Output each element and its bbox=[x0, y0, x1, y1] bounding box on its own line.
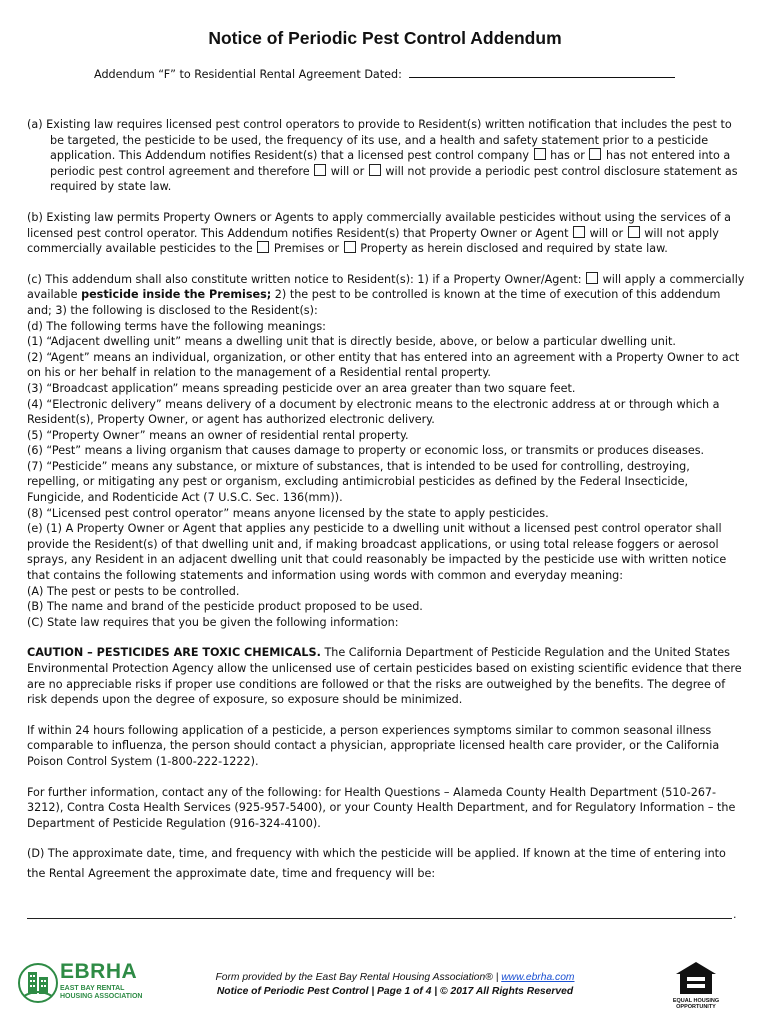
will-not-label-b: will not apply commercially available pesticides to the bbox=[27, 226, 719, 256]
symptoms-paragraph: If within 24 hours following application of a pesticide, a person experiences symptoms similar to common seasonal illness comparable to influenza, the person should contact a physician, appropriate licensed health care provider, or the California Poison Control System (1-800-222-1222). bbox=[27, 723, 720, 768]
para-b-text: (b) Existing law permits Property Owners or Agents to apply commercially available pesticides without using the services of a licensed pest control operator. This Addendum notifies Resident(s) that Property Owner or Agent bbox=[27, 210, 732, 240]
ebrha-logo bbox=[18, 960, 158, 1006]
definition-item: (5) “Property Owner” means an owner of residential rental property. bbox=[27, 428, 409, 442]
document-body bbox=[27, 117, 745, 882]
frequency-input-line[interactable] bbox=[27, 918, 732, 919]
will-label-b: will or bbox=[589, 226, 624, 240]
premises-checkbox[interactable] bbox=[257, 241, 269, 253]
footer-line-2: Notice of Periodic Pest Control | Page 1 of 4 | © 2017 All Rights Reserved bbox=[216, 986, 574, 997]
equal-housing-icon bbox=[672, 960, 720, 998]
ebrha-link[interactable]: www.ebrha.com bbox=[501, 972, 575, 983]
para-c-text-3: 2) the pest to be controlled is known at the time of execution of this addendum and; 3) the following is disclosed to the Resident(s): bbox=[27, 288, 721, 317]
definition-item: (6) “Pest” means a living organism that causes damage to property or economic loss, or transmits or produces diseases. bbox=[27, 444, 705, 458]
property-label: Property as herein disclosed and required by state law. bbox=[360, 242, 668, 256]
eho-line-2: OPPORTUNITY bbox=[676, 1004, 716, 1010]
footer-credit: Form provided by the East Bay Rental Housing Association® | bbox=[215, 972, 499, 983]
definition-item: (d) The following terms have the following meanings: bbox=[27, 319, 326, 333]
paragraph-b bbox=[27, 210, 745, 257]
definition-item: (1) “Adjacent dwelling unit” means a dwelling unit that is directly beside, above, or below a particular dwelling unit. bbox=[27, 335, 676, 349]
ebrha-building-icon bbox=[18, 960, 58, 1006]
logo-sub-1: EAST BAY RENTAL bbox=[60, 985, 125, 992]
definition-item: (7) “Pesticide” means any substance, or mixture of substances, that is intended to be used for controlling, destroying, repelling, or mitigating any pest or organism, excluding antimicrobial pesticides as defined by the Federal Insecticide, Fungicide, and Rodenticide Act (7 U.S.C. Sec. 136(mm)). bbox=[27, 459, 690, 505]
caution-text: The California Department of Pesticide Regulation and the United States Environmental Protection Agency allow the unlicensed use of certain pesticides based on existing scientific evidence that there are no appreciable risks if proper use conditions are followed or that the risks are outweighed by the benefits. The degree of risk depends upon the degree of exposure, so exposure should be minimized. bbox=[27, 646, 742, 707]
line-period: . bbox=[733, 908, 737, 921]
will-not-checkbox-b[interactable] bbox=[628, 226, 640, 238]
page-title: Notice of Periodic Pest Control Addendum bbox=[208, 28, 562, 48]
paragraph-c bbox=[27, 272, 745, 319]
will-apply-checkbox[interactable] bbox=[586, 272, 598, 284]
para-a-text: (a) Existing law requires licensed pest control operators to provide to Resident(s) written notification that includes the pest to be targeted, the pesticide to be used, the frequency of its use, and a health and safety statement prior to a pesticide application. This Addendum notifies Resident(s) that a licensed pest control company bbox=[27, 118, 732, 163]
footer-line-1 bbox=[150, 971, 640, 985]
addendum-dated-line bbox=[94, 66, 675, 81]
has-checkbox[interactable] bbox=[534, 148, 546, 160]
will-not-label-a: will not provide a periodic pest control disclosure statement as required by state law. bbox=[50, 164, 738, 194]
definition-item: (3) “Broadcast application” means spreading pesticide over an area greater than two square feet. bbox=[27, 381, 576, 395]
page-footer bbox=[150, 971, 640, 999]
has-not-checkbox[interactable] bbox=[589, 148, 601, 160]
para-c-bold: pesticide inside the Premises; bbox=[81, 288, 272, 302]
definition-item: (C) State law requires that you be given the following information: bbox=[27, 615, 399, 629]
definition-item: (2) “Agent” means an individual, organization, or other entity that has entered into an agreement with a Property Owner to act on his or her behalf in relation to the management of a Residential rental property. bbox=[27, 350, 740, 380]
para-c-text: (c) This addendum shall also constitute written notice to Resident(s): 1) if a Property Owner/Agent: bbox=[27, 272, 582, 286]
definition-item: (A) The pest or pests to be controlled. bbox=[27, 584, 240, 598]
logo-name: EBRHA bbox=[60, 960, 138, 983]
definition-item: (8) “Licensed pest control operator” means anyone licensed by the state to apply pesticides. bbox=[27, 506, 549, 520]
will-not-checkbox-a[interactable] bbox=[369, 164, 381, 176]
will-label-a: will or bbox=[330, 164, 365, 178]
has-not-label: has not entered into a periodic pest control agreement and therefore bbox=[50, 149, 731, 178]
paragraph-D: (D) The approximate date, time, and frequency with which the pesticide will be applied. If known at the time of entering into bbox=[27, 847, 726, 861]
definition-item: (e) (1) A Property Owner or Agent that applies any pesticide to a dwelling unit without a licensed pest control operator shall provide the Resident(s) of that dwelling unit and, if making broadcast applications, or using total release foggers or aerosol sprays, any Resident in an adjacent dwelling unit that could reasonably be impacted by the pesticide use with written notice that contains the following statements and information using words with common and everyday meaning: bbox=[27, 522, 727, 583]
logo-sub-2: HOUSING ASSOCIATION bbox=[60, 993, 143, 1000]
premises-label: Premises or bbox=[273, 242, 340, 256]
equal-housing-text bbox=[672, 998, 720, 1010]
will-checkbox-b[interactable] bbox=[573, 226, 585, 238]
paragraph-a bbox=[27, 117, 745, 195]
logo-subtitle bbox=[60, 985, 160, 1001]
equal-housing-logo bbox=[672, 960, 720, 1012]
paragraph-D-2: the Rental Agreement the approximate date, time and frequency will be: bbox=[27, 866, 436, 880]
caution-paragraph bbox=[27, 645, 745, 707]
definition-item: (B) The name and brand of the pesticide product proposed to be used. bbox=[27, 600, 423, 614]
para-c-text-2: will apply a commercially available bbox=[27, 272, 745, 302]
date-field[interactable] bbox=[409, 66, 675, 78]
eho-line-1: EQUAL HOUSING bbox=[672, 998, 720, 1004]
has-label: has or bbox=[550, 149, 585, 163]
caution-heading: CAUTION – PESTICIDES ARE TOXIC CHEMICALS. bbox=[27, 646, 321, 660]
will-checkbox-a[interactable] bbox=[314, 164, 326, 176]
addendum-label: Addendum “F” to Residential Rental Agreement Dated: bbox=[94, 68, 402, 81]
definition-item: (4) “Electronic delivery” means delivery of a document by electronic means to the electronic address at or through which a Resident(s), Property Owner, or agent has authorized electronic delivery. bbox=[27, 397, 720, 427]
property-checkbox[interactable] bbox=[344, 241, 356, 253]
further-info-paragraph: For further information, contact any of the following: for Health Questions – Alameda County Health Department (510-267-3212), Contra Costa Health Services (925-957-5400), or your County Health Department, and for Regulatory Information – the Department of Pesticide Regulation (916-324-4100). bbox=[27, 785, 736, 830]
